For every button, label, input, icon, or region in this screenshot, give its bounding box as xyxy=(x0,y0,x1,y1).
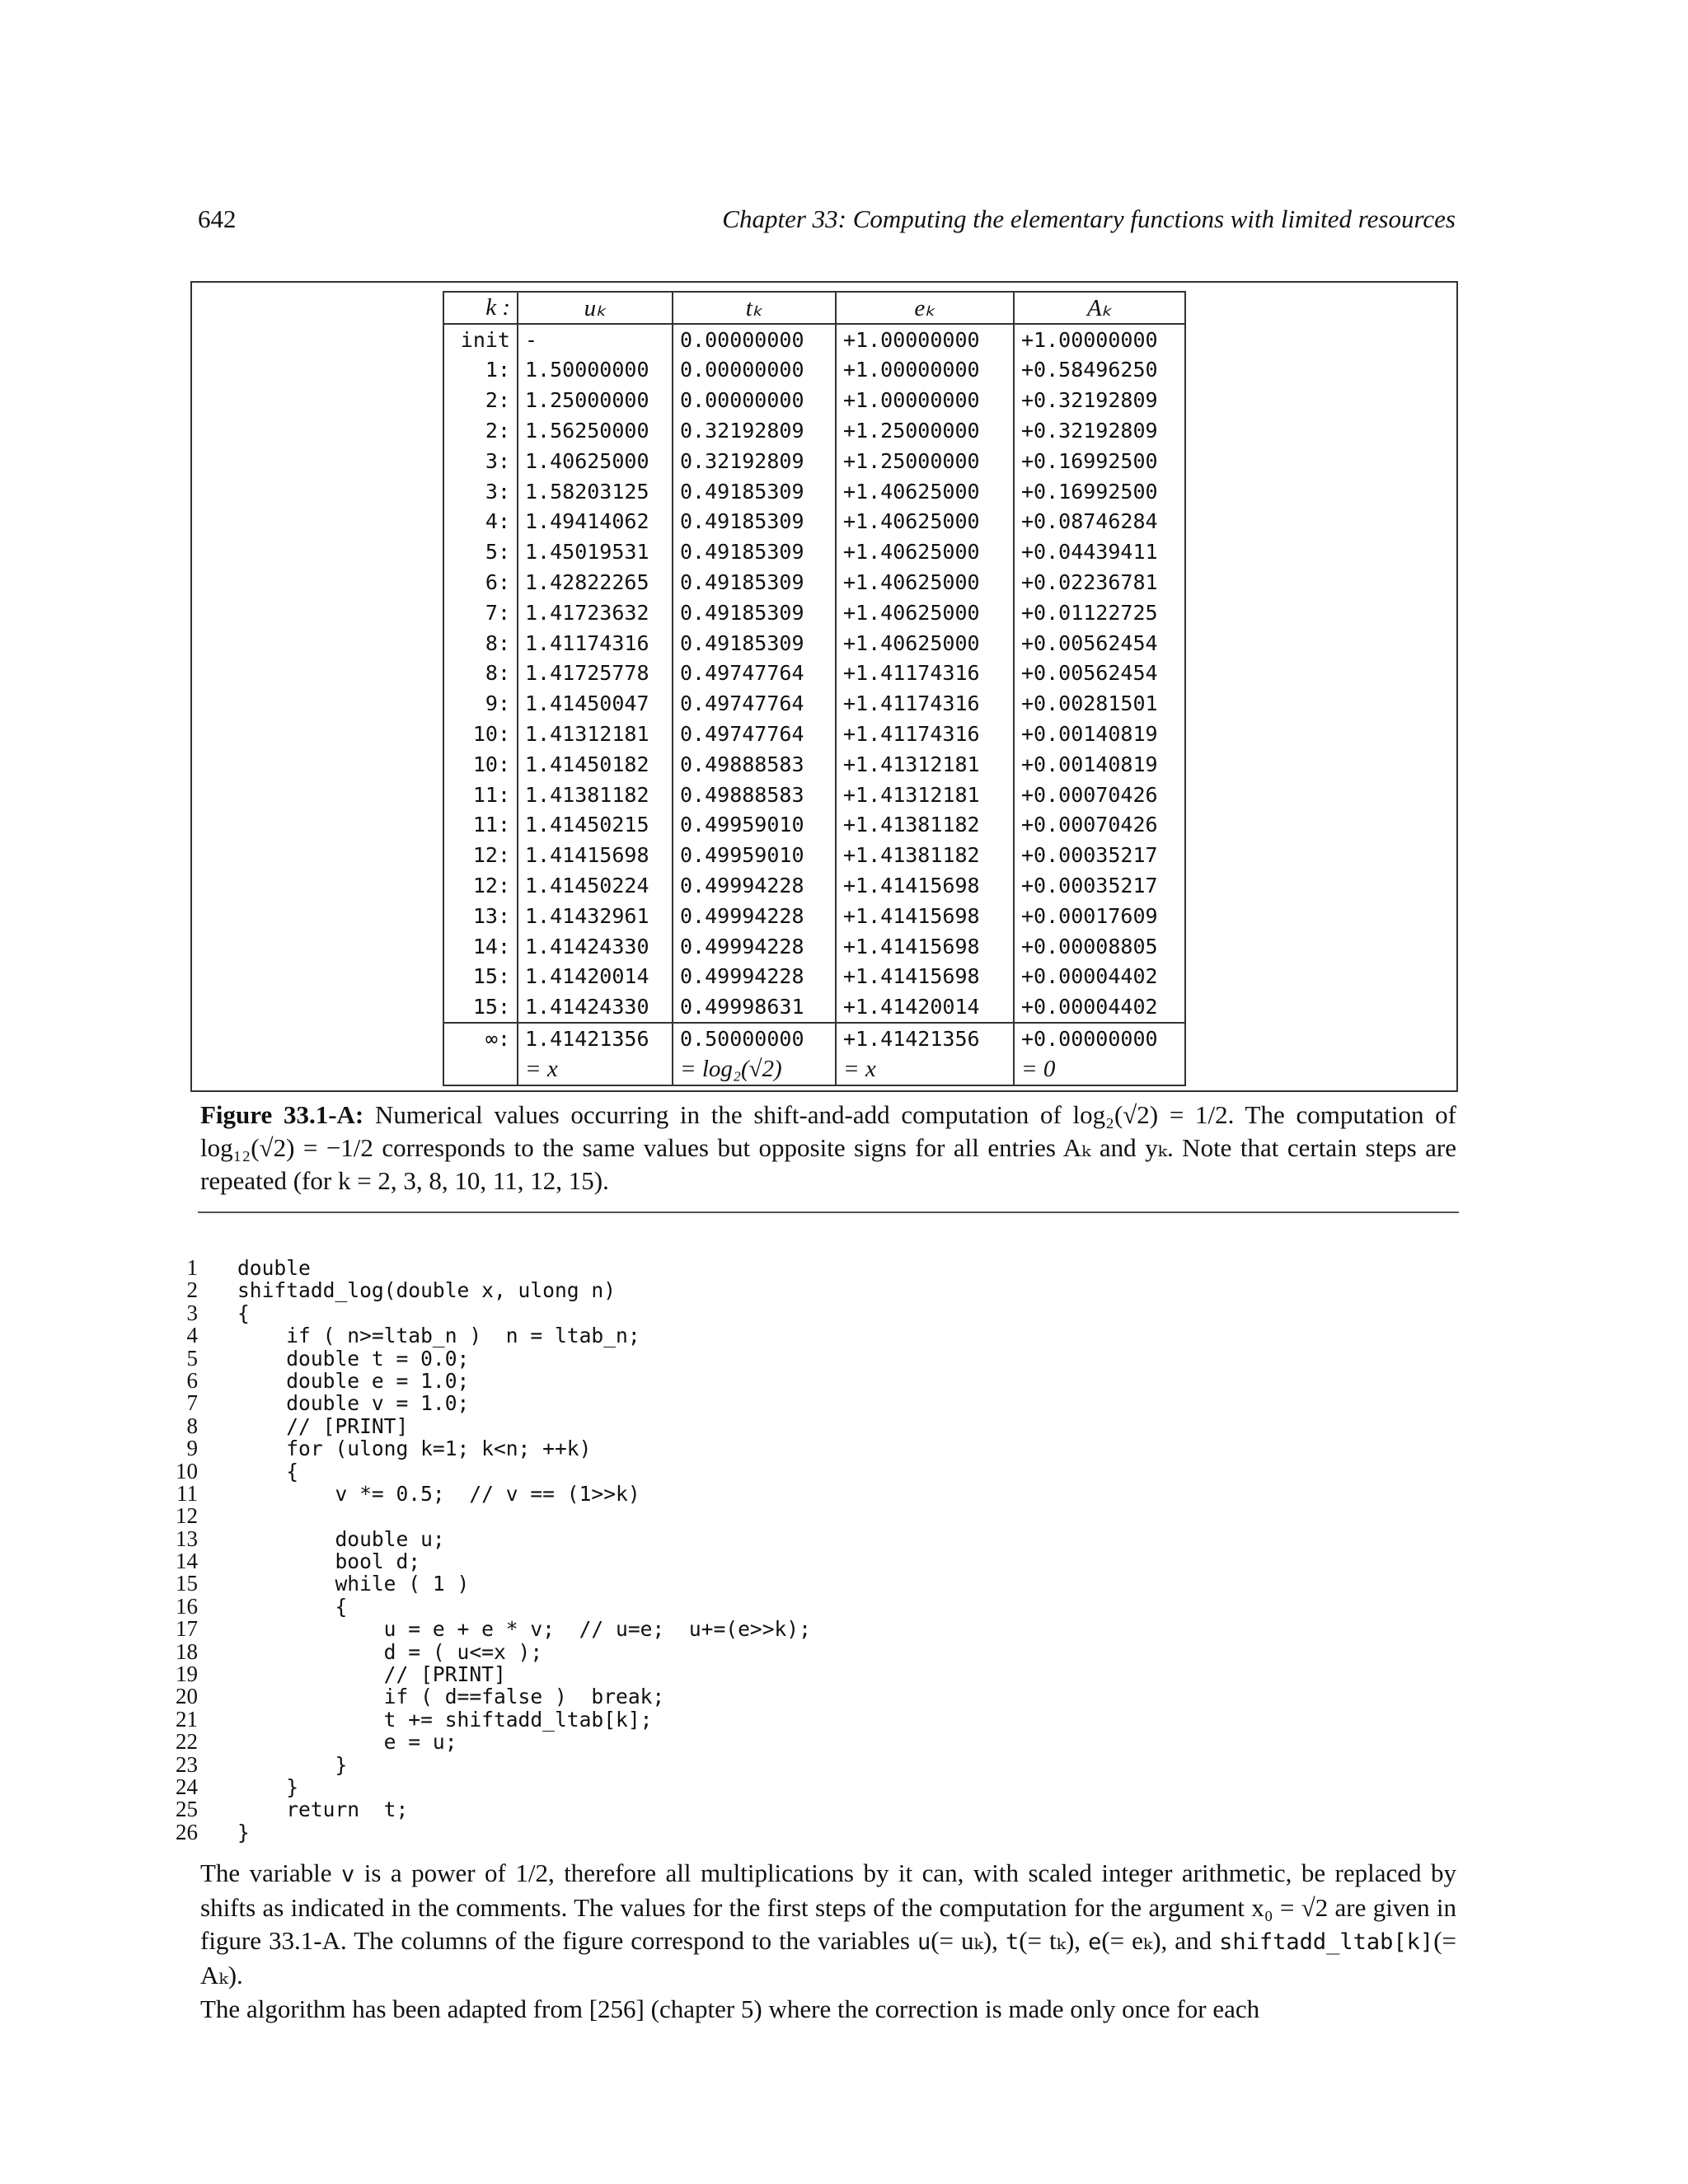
cell-e: +1.40625000 xyxy=(836,476,1014,507)
table-row xyxy=(443,385,1185,415)
cell-u: 1.56250000 xyxy=(518,415,673,446)
table-row xyxy=(443,810,1185,841)
cell-t: = log₂(√2) xyxy=(673,1054,836,1085)
code-text: v *= 0.5; // v == (1>>k) xyxy=(237,1481,640,1506)
cell-u: 1.41381182 xyxy=(518,780,673,810)
cell-t: 0.50000000 xyxy=(673,1023,836,1054)
line-number: 9 xyxy=(186,1436,198,1461)
text-run: (= eₖ), and xyxy=(1101,1926,1220,1955)
cell-a: +0.02236781 xyxy=(1014,567,1185,598)
cell-t: 0.49185309 xyxy=(673,598,836,628)
line-number: 19 xyxy=(176,1661,198,1687)
code-text: shiftadd_log(double x, ulong n) xyxy=(237,1278,617,1303)
code-text: } xyxy=(237,1820,250,1844)
cell-e: +1.41312181 xyxy=(836,780,1014,810)
cell-k: 12: xyxy=(443,870,518,901)
table-row xyxy=(443,507,1185,537)
table-row xyxy=(443,567,1185,598)
line-number: 2 xyxy=(186,1277,198,1303)
table-row xyxy=(443,324,1185,355)
code-text: u = e + e * v; // u=e; u+=(e>>k); xyxy=(237,1617,811,1642)
cell-a: +0.00035217 xyxy=(1014,870,1185,901)
cell-k: init xyxy=(443,324,518,355)
cell-e: +1.41415698 xyxy=(836,931,1014,962)
table-row xyxy=(443,931,1185,962)
cell-e: +1.41421356 xyxy=(836,1023,1014,1054)
line-number: 15 xyxy=(176,1571,198,1596)
cell-e: +1.00000000 xyxy=(836,385,1014,415)
line-number: 10 xyxy=(176,1458,198,1483)
cell-e: +1.40625000 xyxy=(836,567,1014,598)
cell-e: +1.41174316 xyxy=(836,719,1014,749)
cell-k xyxy=(443,1054,518,1085)
column-header-a: Aₖ xyxy=(1014,292,1185,324)
code-text: // [PRINT] xyxy=(237,1662,506,1687)
table-row xyxy=(443,537,1185,567)
code-text: while ( 1 ) xyxy=(237,1572,470,1596)
line-number: 22 xyxy=(176,1729,198,1755)
caption-label: Figure 33.1-A: xyxy=(200,1100,364,1129)
cell-e: +1.41381182 xyxy=(836,810,1014,841)
line-number: 23 xyxy=(176,1751,198,1777)
line-number: 7 xyxy=(186,1390,198,1416)
line-number: 12 xyxy=(176,1503,198,1529)
cell-k: 11: xyxy=(443,780,518,810)
cell-t: 0.49185309 xyxy=(673,476,836,507)
table-row xyxy=(443,991,1185,1023)
code-token: shiftadd_ltab[k] xyxy=(1219,1929,1434,1955)
cell-t: 0.49888583 xyxy=(673,749,836,780)
cell-u: 1.41424330 xyxy=(518,991,673,1023)
cell-u: 1.41725778 xyxy=(518,658,673,689)
line-number: 13 xyxy=(176,1526,198,1551)
cell-a: +0.00140819 xyxy=(1014,749,1185,780)
cell-e: +1.40625000 xyxy=(836,507,1014,537)
line-number: 5 xyxy=(186,1345,198,1371)
cell-a: = 0 xyxy=(1014,1054,1185,1085)
line-number: 14 xyxy=(176,1549,198,1574)
code-text: d = ( u<=x ); xyxy=(237,1639,543,1664)
cell-k: ∞: xyxy=(443,1023,518,1054)
column-header-t: tₖ xyxy=(673,292,836,324)
cell-t: 0.00000000 xyxy=(673,355,836,386)
cell-e: +1.41174316 xyxy=(836,658,1014,689)
cell-u: 1.45019531 xyxy=(518,537,673,567)
figure-caption xyxy=(200,1099,1456,1197)
text-run: The variable xyxy=(200,1858,341,1887)
code-text: { xyxy=(237,1594,348,1619)
code-text: } xyxy=(237,1752,348,1777)
code-text: t += shiftadd_ltab[k]; xyxy=(237,1707,653,1732)
cell-t: 0.49994228 xyxy=(673,870,836,901)
cell-u: 1.41450182 xyxy=(518,749,673,780)
cell-u: 1.41415698 xyxy=(518,840,673,870)
cell-k: 4: xyxy=(443,507,518,537)
cell-k: 14: xyxy=(443,931,518,962)
code-text: } xyxy=(237,1774,299,1799)
running-head: Chapter 33: Computing the elementary functions with limited resources xyxy=(722,204,1456,233)
cell-a: +0.00562454 xyxy=(1014,628,1185,658)
table-header-row xyxy=(443,292,1185,324)
code-text: double u; xyxy=(237,1526,445,1551)
cell-a: +0.01122725 xyxy=(1014,598,1185,628)
table-row xyxy=(443,688,1185,719)
cell-u: 1.41312181 xyxy=(518,719,673,749)
cell-k: 1: xyxy=(443,355,518,386)
cell-u: 1.40625000 xyxy=(518,446,673,476)
cell-t: 0.49998631 xyxy=(673,991,836,1023)
text-run: (= uₖ), xyxy=(931,1926,1006,1955)
cell-a: +0.00004402 xyxy=(1014,991,1185,1023)
table-row xyxy=(443,901,1185,931)
cell-t: 0.49994228 xyxy=(673,931,836,962)
line-number: 20 xyxy=(176,1684,198,1709)
cell-a: +0.32192809 xyxy=(1014,385,1185,415)
code-text: // [PRINT] xyxy=(237,1413,409,1438)
line-number: 26 xyxy=(176,1819,198,1844)
table-row xyxy=(443,749,1185,780)
cell-e: +1.41415698 xyxy=(836,962,1014,992)
cell-k: 10: xyxy=(443,719,518,749)
line-number: 17 xyxy=(176,1616,198,1642)
code-text: double xyxy=(237,1256,311,1280)
column-header-u: uₖ xyxy=(518,292,673,324)
cell-a: +0.16992500 xyxy=(1014,446,1185,476)
line-number: 24 xyxy=(176,1774,198,1799)
cell-e: +1.40625000 xyxy=(836,598,1014,628)
cell-u: 1.58203125 xyxy=(518,476,673,507)
cell-e: +1.40625000 xyxy=(836,628,1014,658)
figure-table xyxy=(443,291,1186,1086)
text-run: is a power of 1/2, therefore all multiplications by it can, with scaled integer arithmetic, be replaced by shifts as indicated in the comments. The values for the first steps of the computation for the argument x₀ = √2 are given in figure 33.1-A. The columns of the figure correspond to the variables xyxy=(200,1858,1456,1955)
table-row xyxy=(443,870,1185,901)
cell-a: +0.04439411 xyxy=(1014,537,1185,567)
table-row xyxy=(443,840,1185,870)
cell-e: +1.41415698 xyxy=(836,901,1014,931)
text-run: (= tₖ), xyxy=(1019,1926,1089,1955)
cell-a: +0.32192809 xyxy=(1014,415,1185,446)
cell-t: 0.49185309 xyxy=(673,507,836,537)
cell-k: 12: xyxy=(443,840,518,870)
cell-a: +0.00017609 xyxy=(1014,901,1185,931)
cell-t: 0.49747764 xyxy=(673,719,836,749)
line-number: 21 xyxy=(176,1706,198,1732)
cell-a: +0.08746284 xyxy=(1014,507,1185,537)
cell-u: 1.41174316 xyxy=(518,628,673,658)
line-number: 3 xyxy=(186,1300,198,1325)
table-row xyxy=(443,658,1185,689)
cell-k: 10: xyxy=(443,749,518,780)
cell-e: +1.25000000 xyxy=(836,415,1014,446)
cell-t: 0.00000000 xyxy=(673,324,836,355)
line-number: 6 xyxy=(186,1367,198,1393)
code-text: double e = 1.0; xyxy=(237,1368,470,1393)
cell-k: 7: xyxy=(443,598,518,628)
body-paragraph-2: The algorithm has been adapted from [256] (chapter 5) where the correction is made only once for each xyxy=(200,1994,1260,2023)
cell-u: 1.49414062 xyxy=(518,507,673,537)
cell-a: +0.00070426 xyxy=(1014,780,1185,810)
cell-k: 3: xyxy=(443,446,518,476)
page-number: 642 xyxy=(198,204,237,233)
cell-k: 5: xyxy=(443,537,518,567)
cell-t: 0.49747764 xyxy=(673,658,836,689)
cell-t: 0.49185309 xyxy=(673,567,836,598)
cell-e: +1.25000000 xyxy=(836,446,1014,476)
cell-a: +0.00035217 xyxy=(1014,840,1185,870)
cell-u: 1.41420014 xyxy=(518,962,673,992)
table-row xyxy=(443,446,1185,476)
code-text: { xyxy=(237,1459,299,1483)
cell-t: 0.49185309 xyxy=(673,537,836,567)
caption-text: Numerical values occurring in the shift-and-add computation of log₂(√2) = 1/2. The computation of log₁₂(√2) = −1/2 corresponds to the same values but opposite signs for all entries Aₖ and yₖ. Note that certain steps are repeated (for k = 2, 3, 8, 10, 11, 12, 15). xyxy=(200,1100,1456,1195)
cell-t: 0.49888583 xyxy=(673,780,836,810)
cell-t: 0.49994228 xyxy=(673,901,836,931)
cell-e: +1.41174316 xyxy=(836,688,1014,719)
cell-u: - xyxy=(518,324,673,355)
cell-k: 2: xyxy=(443,415,518,446)
cell-e: +1.41415698 xyxy=(836,870,1014,901)
table-row xyxy=(443,628,1185,658)
cell-e: +1.40625000 xyxy=(836,537,1014,567)
code-text: double v = 1.0; xyxy=(237,1391,470,1416)
line-number: 18 xyxy=(176,1638,198,1664)
code-token: u xyxy=(917,1929,931,1955)
code-token: v xyxy=(340,1862,355,1887)
column-header-k: k : xyxy=(443,292,518,324)
cell-k: 8: xyxy=(443,658,518,689)
cell-t: 0.32192809 xyxy=(673,415,836,446)
cell-a: +0.00000000 xyxy=(1014,1023,1185,1054)
table-row xyxy=(443,1023,1185,1054)
cell-u: 1.41421356 xyxy=(518,1023,673,1054)
cell-u: = x xyxy=(518,1054,673,1085)
cell-e: +1.41381182 xyxy=(836,840,1014,870)
code-text: { xyxy=(237,1301,250,1325)
cell-u: 1.41450047 xyxy=(518,688,673,719)
cell-u: 1.50000000 xyxy=(518,355,673,386)
cell-u: 1.41723632 xyxy=(518,598,673,628)
cell-k: 15: xyxy=(443,991,518,1023)
cell-t: 0.49959010 xyxy=(673,810,836,841)
table-row xyxy=(443,476,1185,507)
cell-k: 3: xyxy=(443,476,518,507)
cell-e: +1.41420014 xyxy=(836,991,1014,1023)
cell-e: = x xyxy=(836,1054,1014,1085)
cell-u: 1.25000000 xyxy=(518,385,673,415)
cell-k: 13: xyxy=(443,901,518,931)
cell-k: 15: xyxy=(443,962,518,992)
code-text: e = u; xyxy=(237,1730,457,1755)
cell-u: 1.42822265 xyxy=(518,567,673,598)
cell-e: +1.41312181 xyxy=(836,749,1014,780)
cell-u: 1.41424330 xyxy=(518,931,673,962)
text-run: (= Aₖ). xyxy=(200,1926,1456,1990)
table-row xyxy=(443,962,1185,992)
cell-t: 0.00000000 xyxy=(673,385,836,415)
table-row xyxy=(443,1054,1185,1085)
cell-t: 0.49747764 xyxy=(673,688,836,719)
cell-t: 0.32192809 xyxy=(673,446,836,476)
cell-k: 8: xyxy=(443,628,518,658)
code-text: for (ulong k=1; k<n; ++k) xyxy=(237,1436,592,1461)
cell-u: 1.41432961 xyxy=(518,901,673,931)
cell-a: +1.00000000 xyxy=(1014,324,1185,355)
line-number: 11 xyxy=(176,1480,198,1506)
cell-t: 0.49185309 xyxy=(673,628,836,658)
line-number: 16 xyxy=(176,1593,198,1619)
code-text: return t; xyxy=(237,1797,409,1822)
table-row xyxy=(443,415,1185,446)
table-row xyxy=(443,355,1185,386)
cell-a: +0.58496250 xyxy=(1014,355,1185,386)
cell-a: +0.00070426 xyxy=(1014,810,1185,841)
code-text: double t = 0.0; xyxy=(237,1346,470,1371)
table-row xyxy=(443,780,1185,810)
cell-a: +0.00004402 xyxy=(1014,962,1185,992)
cell-t: 0.49959010 xyxy=(673,840,836,870)
cell-e: +1.00000000 xyxy=(836,324,1014,355)
cell-a: +0.00281501 xyxy=(1014,688,1185,719)
caption-divider xyxy=(198,1212,1459,1213)
cell-e: +1.00000000 xyxy=(836,355,1014,386)
cell-k: 11: xyxy=(443,810,518,841)
cell-u: 1.41450224 xyxy=(518,870,673,901)
line-number: 4 xyxy=(186,1323,198,1348)
code-text: if ( d==false ) break; xyxy=(237,1685,665,1709)
cell-a: +0.16992500 xyxy=(1014,476,1185,507)
cell-t: 0.49994228 xyxy=(673,962,836,992)
body-paragraph-1 xyxy=(200,1857,1456,1992)
table-row xyxy=(443,719,1185,749)
table-row xyxy=(443,598,1185,628)
code-token: t xyxy=(1005,1929,1020,1955)
cell-a: +0.00008805 xyxy=(1014,931,1185,962)
cell-k: 6: xyxy=(443,567,518,598)
line-number: 8 xyxy=(186,1413,198,1438)
cell-k: 2: xyxy=(443,385,518,415)
line-number: 25 xyxy=(176,1797,198,1822)
line-number: 1 xyxy=(186,1255,198,1280)
cell-a: +0.00140819 xyxy=(1014,719,1185,749)
cell-k: 9: xyxy=(443,688,518,719)
cell-a: +0.00562454 xyxy=(1014,658,1185,689)
column-header-e: eₖ xyxy=(836,292,1014,324)
code-token: e xyxy=(1088,1929,1102,1955)
code-text: bool d; xyxy=(237,1549,421,1574)
code-text: if ( n>=ltab_n ) n = ltab_n; xyxy=(237,1324,640,1348)
cell-u: 1.41450215 xyxy=(518,810,673,841)
